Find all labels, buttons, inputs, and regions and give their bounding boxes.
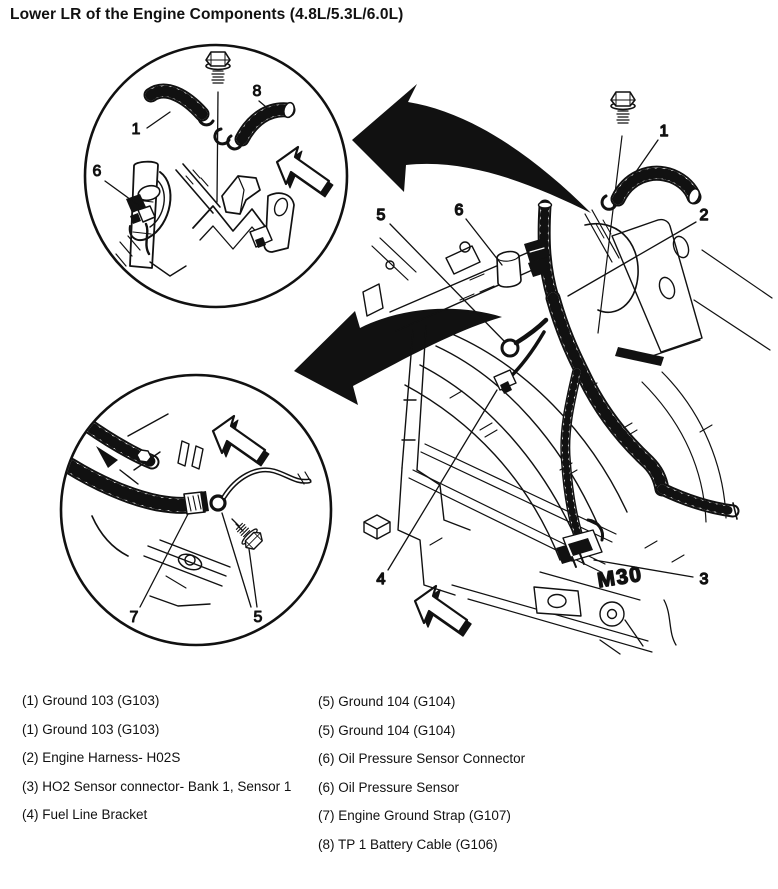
callout-number-engine-ground-strap: 7 <box>129 609 139 626</box>
callout-sweep-arrow-bottom-icon <box>294 309 502 405</box>
bottom-detail-circle <box>61 375 331 645</box>
callout-number-ho2-connector: 3 <box>699 571 709 588</box>
legend-item-ho2-connector: (3) HO2 Sensor connector- Bank 1, Sensor 1 <box>22 778 292 794</box>
view-direction-arrow-icon <box>415 586 471 636</box>
top-detail-circle <box>85 45 347 307</box>
callout-number-oil-pressure-sensor: 6 <box>454 202 464 219</box>
legend-item-engine-ground-strap: (7) Engine Ground Strap (G107) <box>318 808 511 824</box>
legend-item-ground104-a: (5) Ground 104 (G104) <box>318 694 456 709</box>
legend-item-fuel-line-bracket: (4) Fuel Line Bracket <box>22 807 148 823</box>
legend-item-ground103-a: (1) Ground 103 (G103) <box>22 693 160 708</box>
legend-left-column <box>22 687 291 830</box>
legend-item-engine-harness: (2) Engine Harness- H02S <box>22 750 181 766</box>
legend-item-oil-pressure-sensor-connector: (6) Oil Pressure Sensor Connector <box>318 751 526 767</box>
legend-item-ground104-b: (5) Ground 104 (G104) <box>318 722 456 738</box>
legend-item-tp1-battery-cable: (8) TP 1 Battery Cable (G106) <box>318 836 498 852</box>
callout-number-ground104: 5 <box>376 207 386 224</box>
legend-item-oil-pressure-sensor: (6) Oil Pressure Sensor <box>318 779 460 795</box>
callout-number-ground103-detail: 1 <box>131 121 141 138</box>
callout-sweep-arrow-top-icon <box>352 84 591 213</box>
callout-number-ground104-detail: 5 <box>253 609 263 626</box>
engine-main-view <box>363 92 772 654</box>
legend-item-ground103-b: (1) Ground 103 (G103) <box>22 721 160 737</box>
casting-mark-m30: M30 <box>595 562 645 593</box>
callout-number-ground103: 1 <box>659 123 669 140</box>
legend-right-column <box>318 688 525 860</box>
page-title: Lower LR of the Engine Components (4.8L/5.3L/6.0L) <box>10 6 404 23</box>
callout-number-battery-cable: 8 <box>252 83 262 100</box>
callout-number-fuel-line-bracket: 4 <box>376 571 386 588</box>
callout-number-engine-harness: 2 <box>699 207 709 224</box>
callout-number-oil-pressure-connector-detail: 6 <box>92 163 102 180</box>
